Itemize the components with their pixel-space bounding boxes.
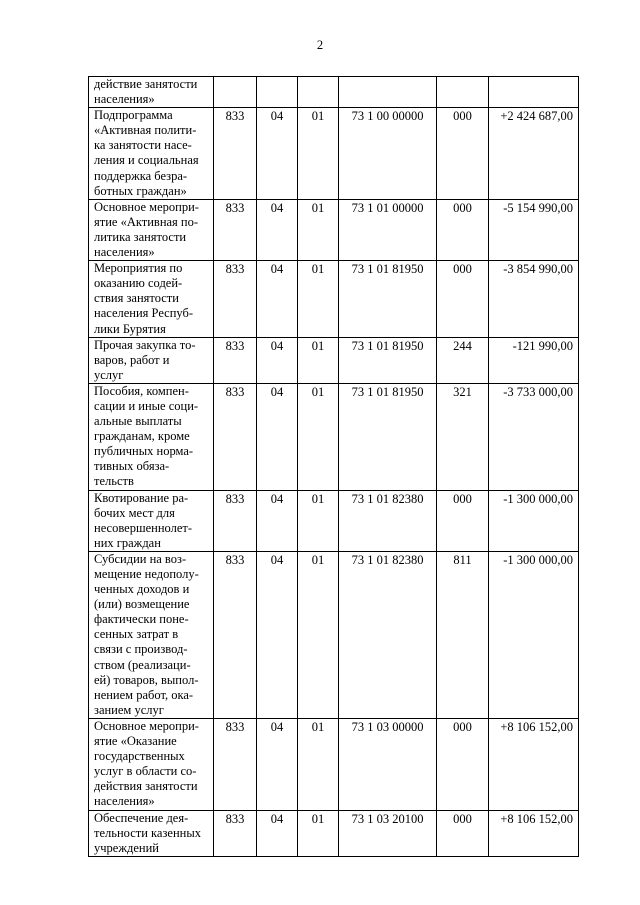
expense-type-cell: 000 [437,199,489,260]
table-row [89,108,579,200]
ministry-code-cell: 833 [214,490,257,551]
amount-cell: -5 154 990,00 [489,199,579,260]
table-row [89,261,579,337]
section-code-cell: 04 [257,810,298,856]
section-code-cell: 04 [257,718,298,810]
subsection-code-cell: 01 [298,490,339,551]
ministry-code-cell: 833 [214,261,257,337]
ministry-code-cell [214,77,257,108]
row-name-cell: Мероприятия по оказанию содей- ствия занятости населения Респуб- лики Бурятия [89,261,214,337]
row-name-cell: Квотирование ра- бочих мест для несовершеннолет- них граждан [89,490,214,551]
target-article-cell [339,77,437,108]
expense-type-cell: 000 [437,490,489,551]
table-row [89,337,579,383]
amount-cell: -3 854 990,00 [489,261,579,337]
row-name-cell: Обеспечение дея- тельности казенных учреждений [89,810,214,856]
subsection-code-cell [298,77,339,108]
table-row [89,810,579,856]
target-article-cell: 73 1 01 00000 [339,199,437,260]
target-article-cell: 73 1 01 81950 [339,337,437,383]
expense-type-cell: 000 [437,718,489,810]
row-name-cell: Пособия, компен- сации и иные соци- альные выплаты гражданам, кроме публичных норма- тивных обяза- тельств [89,383,214,490]
amount-cell: -1 300 000,00 [489,490,579,551]
table-row [89,77,579,108]
ministry-code-cell: 833 [214,551,257,718]
section-code-cell: 04 [257,261,298,337]
row-name-cell: Основное меропри- ятие «Оказание государственных услуг в области со- действия занятости населения» [89,718,214,810]
amount-cell: +8 106 152,00 [489,718,579,810]
ministry-code-cell: 833 [214,337,257,383]
expense-type-cell: 244 [437,337,489,383]
target-article-cell: 73 1 03 00000 [339,718,437,810]
amount-cell: -3 733 000,00 [489,383,579,490]
section-code-cell: 04 [257,490,298,551]
expense-type-cell: 000 [437,108,489,200]
amount-cell: +2 424 687,00 [489,108,579,200]
section-code-cell: 04 [257,383,298,490]
ministry-code-cell: 833 [214,810,257,856]
subsection-code-cell: 01 [298,383,339,490]
target-article-cell: 73 1 00 00000 [339,108,437,200]
amount-cell [489,77,579,108]
amount-cell: -121 990,00 [489,337,579,383]
row-name-cell: действие занятости населения» [89,77,214,108]
target-article-cell: 73 1 01 81950 [339,383,437,490]
table-row [89,551,579,718]
subsection-code-cell: 01 [298,199,339,260]
expense-type-cell: 811 [437,551,489,718]
section-code-cell: 04 [257,551,298,718]
section-code-cell: 04 [257,108,298,200]
table-row [89,199,579,260]
row-name-cell: Прочая закупка то- варов, работ и услуг [89,337,214,383]
subsection-code-cell: 01 [298,108,339,200]
section-code-cell: 04 [257,199,298,260]
expense-type-cell: 321 [437,383,489,490]
section-code-cell: 04 [257,337,298,383]
ministry-code-cell: 833 [214,718,257,810]
table-row [89,490,579,551]
amount-cell: +8 106 152,00 [489,810,579,856]
subsection-code-cell: 01 [298,810,339,856]
budget-table [88,76,579,857]
table-body [89,77,579,857]
target-article-cell: 73 1 03 20100 [339,810,437,856]
ministry-code-cell: 833 [214,383,257,490]
subsection-code-cell: 01 [298,261,339,337]
subsection-code-cell: 01 [298,337,339,383]
table-row [89,383,579,490]
ministry-code-cell: 833 [214,199,257,260]
row-name-cell: Подпрограмма «Активная полити- ка занятости насе- ления и социальная поддержка безра- ботных граждан» [89,108,214,200]
expense-type-cell: 000 [437,810,489,856]
section-code-cell [257,77,298,108]
page-number: 2 [316,38,324,52]
target-article-cell: 73 1 01 82380 [339,490,437,551]
target-article-cell: 73 1 01 82380 [339,551,437,718]
expense-type-cell [437,77,489,108]
row-name-cell: Основное меропри- ятие «Активная по- литика занятости населения» [89,199,214,260]
amount-cell: -1 300 000,00 [489,551,579,718]
subsection-code-cell: 01 [298,718,339,810]
target-article-cell: 73 1 01 81950 [339,261,437,337]
expense-type-cell: 000 [437,261,489,337]
subsection-code-cell: 01 [298,551,339,718]
row-name-cell: Субсидии на воз- мещение недополу- ченных доходов и (или) возмещение фактически поне- сенных затрат в связи с производ- ством (реализаци- ей) товаров, выпол- нением работ, ока- занием услуг [89,551,214,718]
table-row [89,718,579,810]
ministry-code-cell: 833 [214,108,257,200]
